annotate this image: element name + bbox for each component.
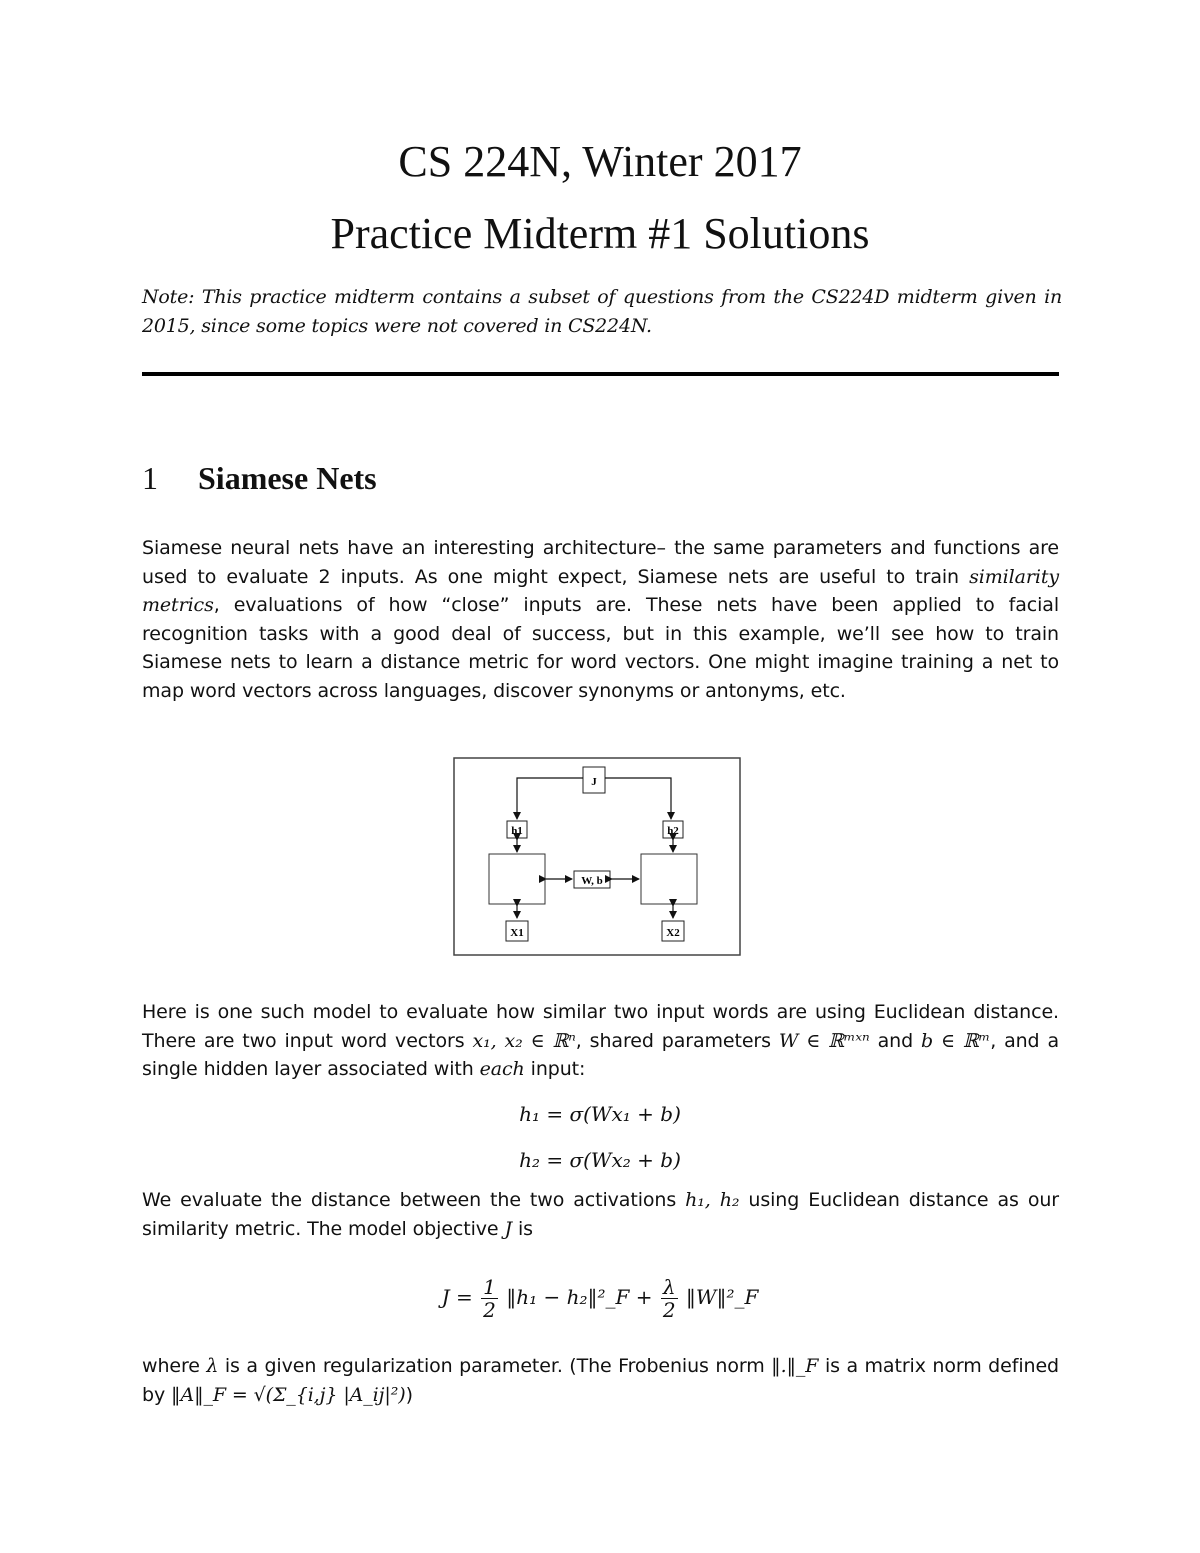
paragraph-text: ) xyxy=(405,1383,413,1406)
fraction xyxy=(481,1276,498,1321)
shared-params-label: W, b xyxy=(581,875,603,887)
paragraph-text: is a matrix norm defined by xyxy=(142,1355,1059,1406)
math-inline: b ∈ ℝᵐ xyxy=(921,1029,991,1052)
math-term: ‖h₁ − h₂‖²_F + xyxy=(506,1285,653,1309)
emphasis-text: similarity metrics xyxy=(142,565,1059,616)
math-inline: ‖.‖_F xyxy=(771,1355,819,1377)
fraction xyxy=(661,1276,678,1321)
section-number: 1 xyxy=(142,460,158,496)
course-title: CS 224N, Winter 2017 xyxy=(398,137,802,186)
document-title: Practice Midterm #1 Solutions xyxy=(330,209,870,258)
input-label-right: X2 xyxy=(666,927,680,939)
paragraph-text: We evaluate the distance between the two activations xyxy=(142,1189,686,1211)
fraction-numerator: λ xyxy=(662,1275,676,1299)
paragraph-distance xyxy=(142,1186,1059,1243)
math-inline: λ xyxy=(206,1355,219,1377)
emphasis-text: each xyxy=(479,1058,525,1080)
paragraph-intro xyxy=(142,534,1059,705)
fraction-denominator: 2 xyxy=(662,1298,676,1322)
section-heading xyxy=(142,458,377,498)
math-inline: ‖A‖_F = √(Σ_{i,j} |A_ij|²) xyxy=(171,1383,406,1406)
math-term: J = xyxy=(441,1285,473,1309)
paragraph-model xyxy=(142,998,1059,1084)
math-inline: W ∈ ℝᵐˣⁿ xyxy=(778,1029,870,1052)
network-block-left xyxy=(489,854,545,904)
network-block-right xyxy=(641,854,697,904)
siamese-net-diagram xyxy=(453,757,741,956)
equation-h1: h₁ = σ(Wx₁ + b) xyxy=(519,1102,681,1126)
math-inline: J xyxy=(504,1217,512,1240)
fraction-numerator: 1 xyxy=(483,1275,496,1299)
horizontal-rule xyxy=(142,372,1059,376)
section-title: Siamese Nets xyxy=(198,460,377,496)
math-inline: x₁, x₂ ∈ ℝⁿ xyxy=(472,1029,576,1052)
hidden-label-right: h2 xyxy=(667,825,679,837)
note-text: Note: This practice midterm contains a subset of questions from the CS224D midterm given in 2015, since some topics were not covered in CS224N. xyxy=(142,286,1062,337)
paragraph-text: is a given regularization parameter. (The Frobenius norm xyxy=(218,1355,772,1377)
paragraph-text: , and a single hidden layer associated with xyxy=(142,1029,1060,1080)
math-term: ‖W‖²_F xyxy=(685,1285,759,1309)
input-label-left: X1 xyxy=(510,927,524,939)
paragraph-text: input: xyxy=(524,1058,586,1080)
equation-h2: h₂ = σ(Wx₂ + b) xyxy=(519,1148,681,1172)
paragraph-text: using Euclidean distance as our similarity metric. The model objective xyxy=(142,1189,1059,1240)
paragraph-text: where xyxy=(142,1355,207,1377)
paragraph-text: is xyxy=(512,1217,533,1240)
equation-objective xyxy=(0,1276,1200,1321)
paragraph-text: , evaluations of how “close” inputs are. These nets have been applied to facial recognition tasks with a good deal of success, but in this example, we’ll see how to train Siamese nets to learn a distance metric for word vectors. One might imagine training a net to map word vectors across languages, discover synonyms or antonyms, etc. xyxy=(142,594,1059,702)
fraction-denominator: 2 xyxy=(483,1298,496,1322)
paragraph-text: Siamese neural nets have an interesting architecture– the same parameters and functions are used to evaluate 2 inputs. As one might expect, Siamese nets are useful to train xyxy=(142,537,1059,588)
objective-label: J xyxy=(591,776,597,788)
paragraph-text: , shared parameters xyxy=(575,1029,779,1052)
paragraph-text: and xyxy=(869,1029,922,1052)
hidden-label-left: h1 xyxy=(511,825,523,837)
paragraph-text: Here is one such model to evaluate how similar two input words are using Euclidean distance. There are two input word vectors xyxy=(142,1001,1059,1052)
paragraph-regularization xyxy=(142,1352,1059,1409)
math-inline: h₁, h₂ xyxy=(685,1189,740,1211)
